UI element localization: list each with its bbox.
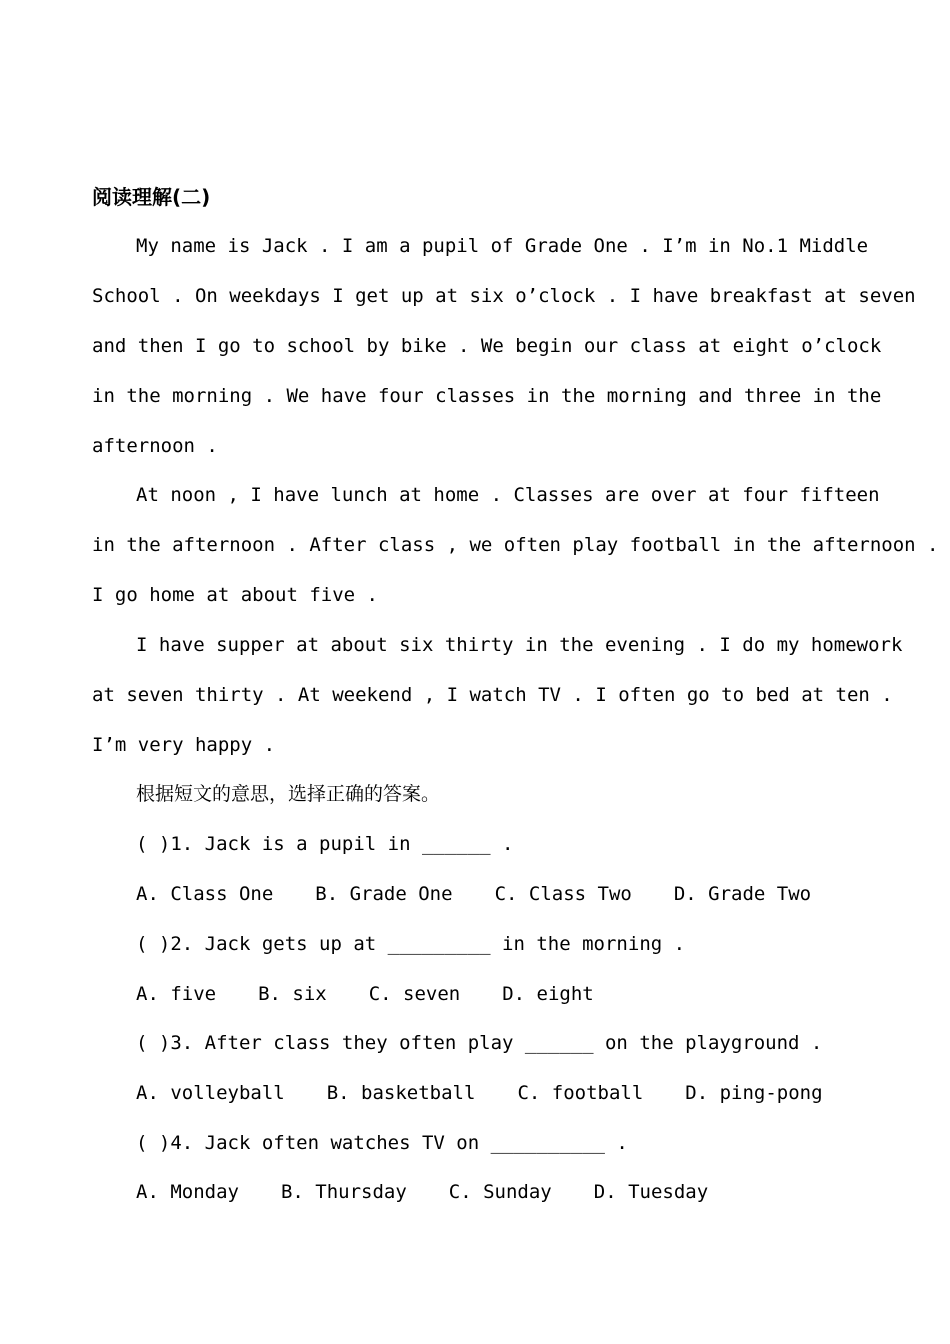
passage-line: At noon , I have lunch at home . Classes are over at four fifteen bbox=[136, 484, 880, 506]
option-b[interactable]: B. Grade One bbox=[315, 883, 453, 905]
question-options bbox=[136, 1081, 823, 1105]
passage-line: at seven thirty . At weekend , I watch TV . I often go to bed at ten . bbox=[92, 684, 893, 706]
document-title: 阅读理解(二) bbox=[92, 185, 211, 209]
option-c[interactable]: C. seven bbox=[368, 983, 461, 1005]
passage-line: in the afternoon . After class , we often play football in the afternoon . bbox=[92, 534, 939, 556]
question-stem: ( )3. After class they often play ______ on the playground . bbox=[136, 1032, 823, 1054]
option-b[interactable]: B. Thursday bbox=[280, 1181, 407, 1203]
passage-line: afternoon . bbox=[92, 435, 218, 457]
question-options bbox=[136, 882, 811, 906]
passage-line: in the morning . We have four classes in the morning and three in the bbox=[92, 385, 882, 407]
option-d[interactable]: D. ping-pong bbox=[685, 1082, 823, 1104]
option-d[interactable]: D. Tuesday bbox=[593, 1181, 709, 1203]
option-d[interactable]: D. Grade Two bbox=[673, 883, 812, 905]
option-d[interactable]: D. eight bbox=[502, 983, 594, 1005]
question-stem: ( )2. Jack gets up at _________ in the morning . bbox=[136, 933, 686, 955]
option-a[interactable]: A. volleyball bbox=[136, 1082, 285, 1104]
passage-line: I have supper at about six thirty in the evening . I do my homework bbox=[136, 634, 903, 656]
question-options bbox=[136, 982, 594, 1006]
option-b[interactable]: B. six bbox=[258, 983, 327, 1005]
option-b[interactable]: B. basketball bbox=[326, 1082, 476, 1104]
passage-line: I go home at about five . bbox=[92, 584, 378, 606]
option-a[interactable]: A. Class One bbox=[136, 883, 274, 905]
option-a[interactable]: A. Monday bbox=[136, 1181, 239, 1203]
option-c[interactable]: C. Class Two bbox=[494, 883, 632, 905]
passage-line: I’m very happy . bbox=[92, 734, 276, 756]
question-stem: ( )4. Jack often watches TV on __________ . bbox=[136, 1132, 628, 1154]
option-a[interactable]: A. five bbox=[136, 983, 217, 1005]
passage-line: and then I go to school by bike . We begin our class at eight o’clock bbox=[92, 335, 882, 357]
option-c[interactable]: C. Sunday bbox=[448, 1181, 552, 1203]
question-stem: ( )1. Jack is a pupil in ______ . bbox=[136, 833, 514, 855]
option-c[interactable]: C. football bbox=[517, 1082, 644, 1104]
passage-line: My name is Jack . I am a pupil of Grade One . I’m in No.1 Middle bbox=[136, 235, 869, 257]
passage-line: School . On weekdays I get up at six o’clock . I have breakfast at seven bbox=[92, 285, 916, 307]
instruction-text: 根据短文的意思，选择正确的答案。 bbox=[136, 783, 441, 805]
question-options bbox=[136, 1180, 708, 1204]
